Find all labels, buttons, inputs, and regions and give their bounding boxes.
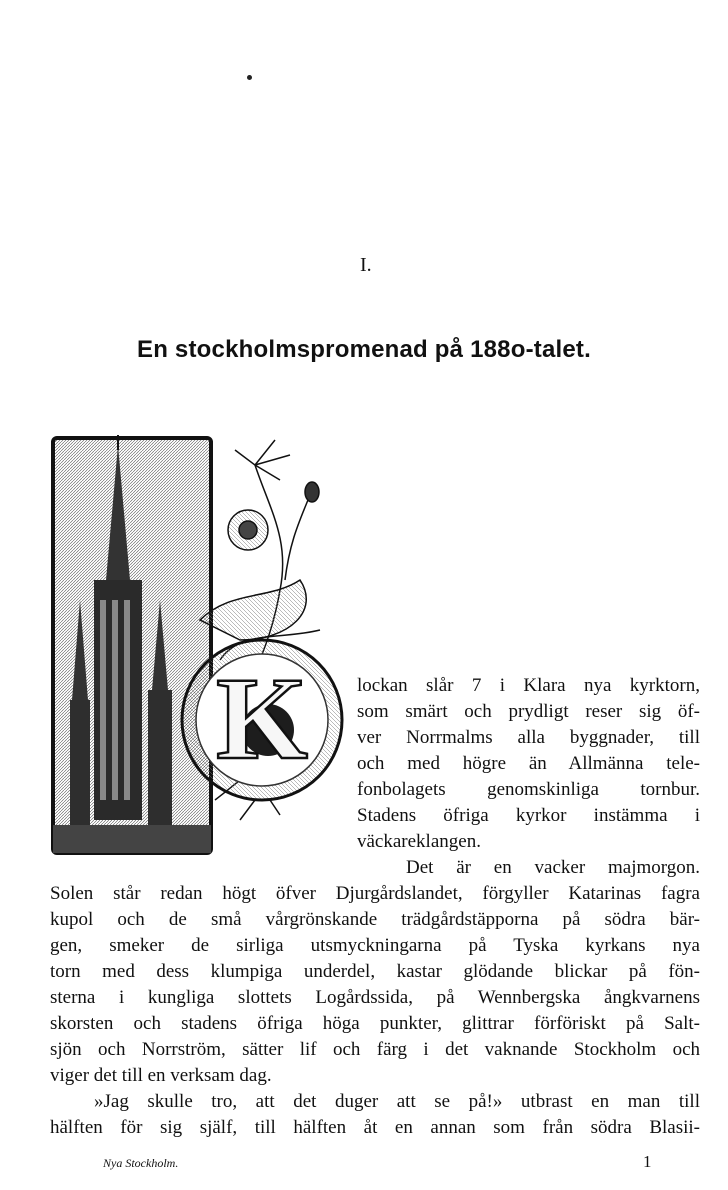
text-line: sjön och Norrström, sätter lif och färg i det vaknande Stockholm och	[50, 1039, 700, 1060]
page-number: 1	[643, 1152, 652, 1171]
text-line: ver Norrmalms alla byggnader, till	[357, 727, 700, 748]
text-line: fonbolagets genomskinliga tornbur.	[357, 779, 700, 800]
text-line: Det är en vacker majmorgon.	[406, 857, 700, 878]
text-line: och med högre än Allmänna tele-	[357, 753, 700, 774]
text-line: Solen står redan högt öfver Djurgårdslandet, förgyller Katarinas fagra	[50, 883, 700, 904]
footer-signature: Nya Stockholm.	[103, 1156, 179, 1170]
text-line: sterna i kungliga slottets Logårdssida, på Wennbergska ångkvarnens	[50, 987, 700, 1008]
text-line: Stadens öfriga kyrkor instämma i	[357, 805, 700, 826]
decorative-initial-illustration	[40, 430, 360, 860]
text-line: viger det till en verksam dag.	[50, 1065, 272, 1086]
initial-letter: K	[216, 653, 308, 784]
text-line: kupol och de små vårgrönskande trädgårdstäpporna på södra bär-	[50, 909, 700, 930]
ink-speck	[247, 75, 252, 80]
text-line: gen, smeker de sirliga utsmyckningarna på Tyska kyrkans nya	[50, 935, 700, 956]
text-line: lockan slår 7 i Klara nya kyrktorn,	[357, 675, 700, 696]
text-line: som smärt och prydligt reser sig öf-	[357, 701, 700, 722]
church-spire-panel	[53, 435, 211, 853]
chapter-number: I.	[360, 254, 372, 276]
text-line: skorsten och stadens öfriga höga punkter, glittrar förföriskt på Salt-	[50, 1013, 700, 1034]
text-line: hälften för sig själf, till hälften åt en annan som från södra Blasii-	[50, 1117, 700, 1138]
text-line: »Jag skulle tro, att det duger att se på!» utbrast en man till	[94, 1091, 700, 1112]
initial-letter-medallion	[182, 640, 342, 800]
chapter-title: En stockholmspromenad på 188o-talet.	[137, 336, 591, 363]
text-line: torn med dess klumpiga underdel, kastar glödande blickar på fön-	[50, 961, 700, 982]
text-line: väckareklangen.	[357, 831, 481, 852]
